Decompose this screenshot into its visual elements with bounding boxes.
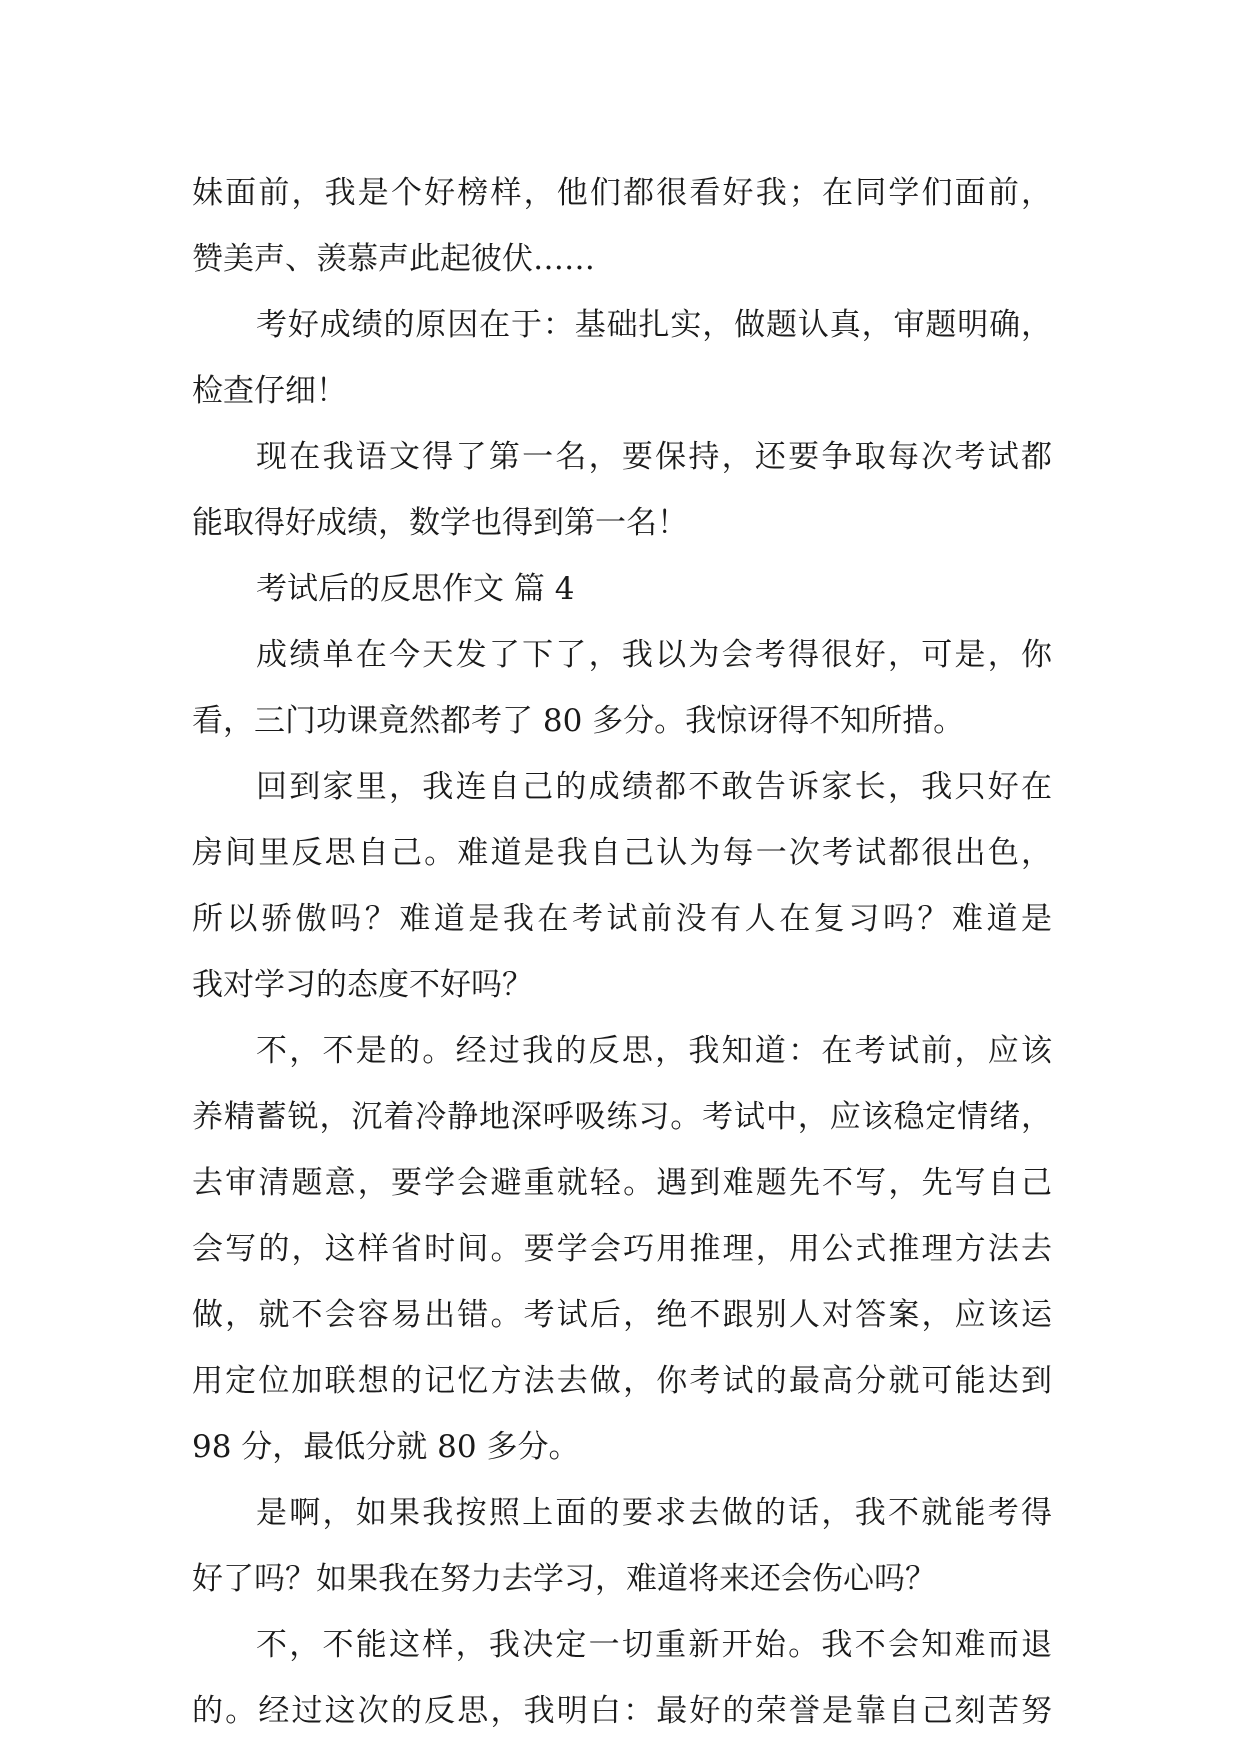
text-line: 我对学习的态度不好吗？: [192, 967, 533, 1003]
text-line: 所以骄傲吗？难道是我在考试前没有人在复习吗？难道是: [192, 901, 1052, 937]
text-line: 赞美声、羡慕声此起彼伏……: [192, 241, 595, 277]
text-line: 用定位加联想的记忆方法去做，你考试的最高分就可能达到: [192, 1363, 1052, 1399]
text-line: 养精蓄锐，沉着冷静地深呼吸练习。考试中，应该稳定情绪，: [192, 1099, 1052, 1135]
text-line: 的。经过这次的反思，我明白：最好的荣誉是靠自己刻苦努: [192, 1693, 1052, 1729]
paragraph-start-line: 不，不是的。经过我的反思，我知道：在考试前，应该: [256, 1033, 1052, 1069]
text-line: 做，就不会容易出错。考试后，绝不跟别人对答案，应该运: [192, 1297, 1052, 1333]
text-line: 去审清题意，要学会避重就轻。遇到难题先不写，先写自己: [192, 1165, 1052, 1201]
paragraph-start-line: 不，不能这样，我决定一切重新开始。我不会知难而退: [256, 1627, 1052, 1663]
text-line: 看，三门功课竟然都考了 80 多分。我惊讶得不知所措。: [192, 703, 965, 739]
text-line: 检查仔细！: [192, 373, 347, 409]
text-line: 房间里反思自己。难道是我自己认为每一次考试都很出色，: [192, 835, 1052, 871]
text-line: 妹面前，我是个好榜样，他们都很看好我；在同学们面前，: [192, 175, 1052, 211]
text-line: 好了吗？如果我在努力去学习，难道将来还会伤心吗？: [192, 1561, 936, 1597]
text-line: 98 分，最低分就 80 多分。: [192, 1429, 580, 1465]
text-line: 能取得好成绩，数学也得到第一名！: [192, 505, 688, 541]
paragraph-start-line: 是啊，如果我按照上面的要求去做的话，我不就能考得: [256, 1495, 1052, 1531]
paragraph-start-line: 考好成绩的原因在于：基础扎实，做题认真，审题明确，: [256, 307, 1052, 343]
text-line: 会写的，这样省时间。要学会巧用推理，用公式推理方法去: [192, 1231, 1052, 1267]
document-body: [192, 160, 1052, 1744]
paragraph-start-line: 成绩单在今天发了下了，我以为会考得很好，可是，你: [256, 637, 1052, 673]
paragraph-start-line: 回到家里，我连自己的成绩都不敢告诉家长，我只好在: [256, 769, 1052, 805]
paragraph-start-line: 现在我语文得了第一名，要保持，还要争取每次考试都: [256, 439, 1052, 475]
section-heading: 考试后的反思作文 篇 4: [256, 571, 575, 607]
